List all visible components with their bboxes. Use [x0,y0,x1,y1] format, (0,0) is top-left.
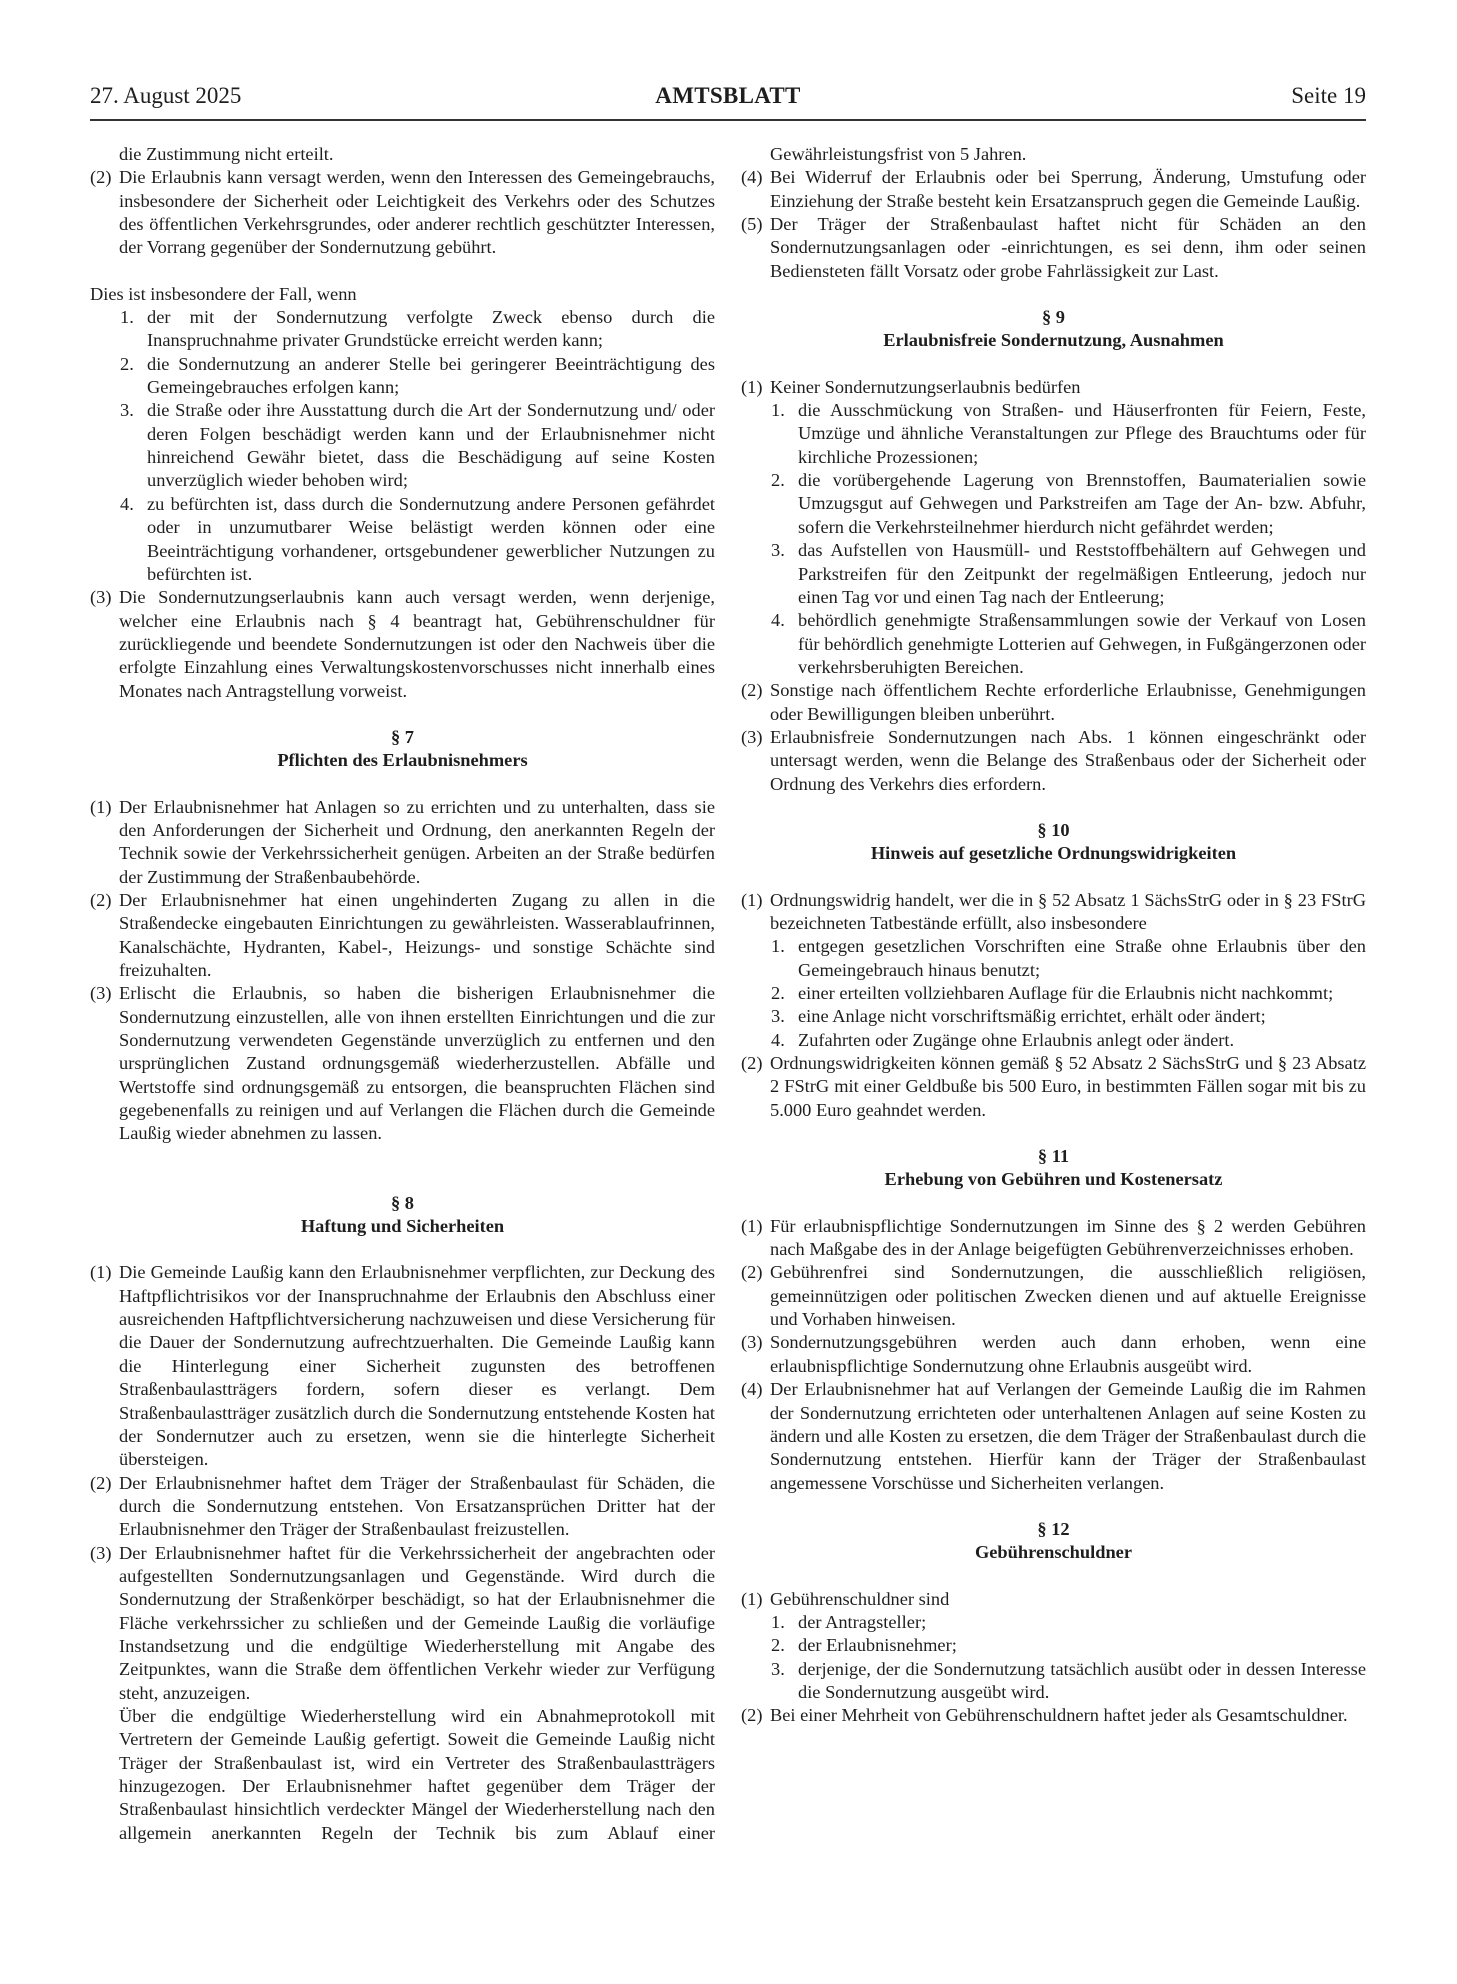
list-item [741,609,1366,679]
page-header [90,83,1366,119]
paragraph-text: Die Erlaubnis kann versagt werden, wenn den Interessen des Gemeingebrauchs, insbesondere der Sicherheit oder Leichtigkeit des Verkehrs oder des Schutzes des öffentlichen Verkehrsgrundes, oder anderer rechtlich geschützter Interessen, der Vorrang gegenüber der Sondernutzung gebührt. [119,167,715,258]
paragraph [741,1378,1366,1495]
paragraph-text: Der Erlaubnisnehmer haftet für die Verkehrssicherheit der angebrachten oder aufgestellten Sondernutzungsanlagen und Gegenstände. Wird durch die Sondernutzung der Straßenkörper beschädigt, so hat der Erlaubnisnehmer die Fläche verkehrssicher zu schließen und der Gemeinde Laußig die vorläufige Instandsetzung und die endgültige Wiederherstellung mit Angabe des Zeitpunktes, wann die Straße dem öffentlichen Verkehr wieder zur Verfügung steht, anzuzeigen. [119,1542,715,1703]
paragraph-number: (4) [741,1379,763,1400]
paragraph-number: (3) [741,726,763,747]
item-text: behördlich genehmigte Straßensammlungen sowie der Verkauf von Losen für behördlich genehmigte Lotterien auf Gehwegen, in Fußgängerzonen oder verkehrsberuhigten Bereichen. [798,610,1366,677]
paragraph-number: (1) [90,1262,112,1283]
item-text: derjenige, der die Sondernutzung tatsächlich ausübt oder in dessen Interesse die Sondernutzung ausgeübt wird. [798,1658,1366,1702]
paragraph [741,376,1366,399]
section-title: Erhebung von Gebühren und Kostenersatz [884,1169,1223,1190]
paragraph-text: Erlaubnisfreie Sondernutzungen nach Abs. 1 können eingeschränkt oder untersagt werden, wenn die Belange des Straßenbaus oder der Sicherheit oder Ordnung des Verkehrs dies erfordern. [770,726,1366,794]
item-number: 4. [771,610,785,631]
section-number: § 11 [1037,1146,1070,1167]
paragraph-text: Für erlaubnispflichtige Sondernutzungen im Sinne des § 2 werden Gebühren nach Maßgabe des in der Anlage beigefügten Gebührenverzeichnisses erhoben. [770,1215,1366,1260]
item-number: 3. [771,540,785,561]
paragraph-text: Bei einer Mehrheit von Gebührenschuldnern haftet jeder als Gesamtschuldner. [770,1705,1348,1726]
paragraph [741,679,1366,726]
section-number: § 10 [1037,819,1070,840]
list-item [741,1658,1366,1705]
paragraph-number: (2) [90,889,112,910]
paragraph [90,1542,715,1705]
list-item [90,399,715,492]
item-number: 3. [771,1658,785,1679]
paragraph-number: (1) [741,376,763,397]
paragraph-number: (3) [90,1542,112,1563]
paragraph-number: (2) [90,167,112,188]
paragraph-number: (3) [741,1332,763,1353]
item-number: 2. [771,470,785,491]
item-text: die Sondernutzung an anderer Stelle bei geringerer Beeinträchtigung des Gemeingebrauches erfolgen kann; [147,353,715,398]
item-number: 1. [771,400,785,421]
paragraph [741,213,1366,283]
paragraph-text: Der Erlaubnisnehmer hat Anlagen so zu errichten und zu unterhalten, dass sie den Anforderungen der Sicherheit und Ordnung, den anerkannten Regeln der Technik sowie der Verkehrssicherheit genügen. Arbeiten an der Straße bedürfen der Zustimmung der Straßenbaubehörde. [119,796,715,887]
item-text: einer erteilten vollziehbaren Auflage für die Erlaubnis nicht nachkommt; [798,983,1334,1003]
item-number: 3. [120,400,134,421]
item-text: die Ausschmückung von Straßen- und Häuserfronten für Feiern, Feste, Umzüge und ähnliche Veranstaltungen zur Pflege des Brauchtums oder für kirchliche Prozessionen; [798,400,1366,467]
item-number: 2. [771,983,785,1003]
paragraph-text: Keiner Sondernutzungserlaubnis bedürfen [770,376,1081,397]
list-item [741,539,1366,609]
paragraph [741,1052,1366,1122]
paragraph [90,586,715,703]
paragraph [90,982,715,1145]
paragraph-number: (2) [741,1053,763,1074]
paragraph [90,796,715,889]
paragraph [741,889,1366,936]
paragraph [90,1472,715,1542]
paragraph [741,166,1366,213]
paragraph [90,1261,715,1471]
paragraph-number: (5) [741,214,763,235]
paragraph [741,1704,1366,1727]
list-item [90,493,715,586]
item-number: 1. [120,307,134,328]
paragraph [90,166,715,259]
paragraph-number: (1) [741,1588,763,1609]
paragraph-number: (2) [90,1472,112,1493]
item-number: 2. [771,1635,785,1656]
list-item [90,353,715,400]
paragraph-text: Die Gemeinde Laußig kann den Erlaubnisnehmer verpflichten, zur Deckung des Haftpflichtrisikos vor der Inanspruchnahme der Erlaubnis den Abschluss einer ausreichenden Haftpflichtversicherung nachzuweisen und diese Versicherung für die Dauer der Sondernutzung aufrechtzuerhalten. Die Gemeinde Laußig kann die Hinterlegung einer Sicherheit zugunsten des betroffenen Straßenbaulastträgers fordern, sofern dieser es verlangt. Dem Straßenbaulastträger zusätzlich durch die Sondernutzung entstehende Kosten hat der Sondernutzer auch zu ersetzen, wenn sie die hinterlegte Sicherheit übersteigen. [119,1262,715,1470]
paragraph-text: Erlischt die Erlaubnis, so haben die bisherigen Erlaubnisnehmer die Sondernutzung einzustellen, alle von ihnen erstellten Einrichtungen und die zur Sondernutzung verwendeten Gegenstände unverzüglich zu entfernen und den ursprünglichen Zustand ordnungsgemäß wiederherzustellen. Abfälle und Wertstoffe sind ordnungsgemäß zu entsorgen, die beanspruchten Flächen sind gegebenenfalls zu reinigen und auf Verlangen die Flächen durch die Gemeinde Laußig wieder abnehmen zu lassen. [119,983,715,1144]
continued-text: Gewährleistungsfrist von 5 Jahren. [770,144,1027,164]
item-text: Zufahrten oder Zugänge ohne Erlaubnis anlegt oder ändert. [798,1029,1235,1050]
section-number: § 8 [391,1192,414,1213]
paragraph-text: Die Sondernutzungserlaubnis kann auch versagt werden, wenn derjenige, welcher eine Erlaubnis nach § 4 beantragt hat, Gebührenschuldner für zurückliegende und beendete Sondernutzungen ist oder den Nachweis über die erfolgte Einzahlung eines Verwaltungskostenvorschusses nicht innerhalb eines Monates nach Antragstellung vorweist. [119,587,715,701]
paragraph-text: Ordnungswidrigkeiten können gemäß § 52 Absatz 2 SächsStrG und § 23 Absatz 2 FStrG mit einer Geldbuße bis 500 Euro, in bestimmten Fällen sogar mit bis zu 5.000 Euro geahndet werden. [770,1053,1366,1120]
paragraph-text: Der Erlaubnisnehmer hat einen ungehinderten Zugang zu allen in die Straßendecke eingebauten Einrichtungen zu gewährleisten. Wasserablaufrinnen, Kanalschächte, Hydranten, Kabel-, Heizungs- und sonstige Schächte sind freizuhalten. [119,889,715,980]
paragraph-number: (1) [90,796,112,817]
paragraph-number: (3) [90,983,112,1004]
paragraph-text: Gebührenfrei sind Sondernutzungen, die ausschließlich religiösen, gemeinnützigen oder politischen Zwecken dienen und auf aktuelle Ereignisse und Vorhaben hinweisen. [770,1262,1366,1330]
paragraph-text: Bei Widerruf der Erlaubnis oder bei Sperrung, Änderung, Umstufung oder Einziehung der Straße besteht kein Ersatzanspruch gegen die Gemeinde Laußig. [770,167,1366,211]
list-item [90,306,715,353]
paragraph [741,1215,1366,1262]
item-text: eine Anlage nicht vorschriftsmäßig errichtet, erhält oder ändert; [798,1006,1266,1027]
item-text: der mit der Sondernutzung verfolgte Zweck ebenso durch die Inanspruchnahme privater Grundstücke erreicht werden kann; [147,307,715,351]
paragraph-text: Der Träger der Straßenbaulast haftet nicht für Schäden an den Sondernutzungsanlagen oder -einrichtungen, es sei denn, ihm oder seinen Bediensteten fällt Vorsatz oder grobe Fahrlässigkeit zur Last. [770,214,1366,281]
item-number: 1. [771,1611,785,1632]
item-text: das Aufstellen von Hausmüll- und Reststoffbehältern auf Gehwegen und Parkstreifen für den Zeitpunkt der regelmäßigen Entleerung, jedoch nur einen Tag vor und einen Tag nach der Entleerung; [798,540,1366,607]
paragraph-text: Sondernutzungsgebühren werden auch dann erhoben, wenn eine erlaubnispflichtige Sondernutzung ohne Erlaubnis ausgeübt wird. [770,1332,1366,1376]
paragraph-number: (2) [741,1705,763,1726]
paragraph [90,889,715,982]
paragraph-number: (1) [741,889,763,910]
page-number: Seite 19 [1291,83,1366,108]
list-item [741,399,1366,469]
list-item [741,469,1366,539]
list-item [741,1005,1366,1028]
item-number: 2. [120,353,134,374]
item-text: entgegen gesetzlichen Vorschriften eine Straße ohne Erlaubnis über den Gemeingebrauch hinaus benutzt; [798,936,1366,980]
issue-date: 27. August 2025 [90,83,242,108]
left-column [90,143,715,1868]
paragraph-number: (4) [741,167,763,188]
item-number: 4. [771,1029,785,1050]
paragraph [741,1261,1366,1331]
item-text: die vorübergehende Lagerung von Brennstoffen, Baumaterialien sowie Umzugsgut auf Gehwegen und Parkstreifen am Tage der An- bzw. Abfuhr, sofern die Verkehrsteilnehmer hierdurch nicht gefährdet werden; [798,470,1366,537]
list-item [741,1611,1366,1634]
list-item [741,1029,1366,1052]
paragraph [741,1331,1366,1378]
paragraph-number: (3) [90,587,112,608]
section-title: Erlaubnisfreie Sondernutzung, Ausnahmen [883,330,1224,351]
list-item [741,1634,1366,1657]
paragraph-text: Ordnungswidrig handelt, wer die in § 52 Absatz 1 SächsStrG oder in § 23 FStrG bezeichneten Tatbestände erfüllt, also insbesondere [770,889,1366,933]
paragraph-number: (1) [741,1215,763,1236]
paragraph-text: Der Erlaubnisnehmer hat auf Verlangen der Gemeinde Laußig die im Rahmen der Sondernutzung errichteten oder unterhaltenen Anlagen auf seine Kosten zu ändern und alle Kosten zu ersetzen, die dem Träger der Straßenbaulast durch die Sondernutzung entstehen. Hierfür kann der Träger der Straßenbaulast angemessene Vorschüsse und Sicherheiten verlangen. [770,1379,1366,1493]
right-column [741,143,1366,1728]
paragraph-number: (2) [741,680,763,701]
header-rule [90,119,1366,121]
item-text: der Antragsteller; [798,1611,927,1632]
paragraph [741,1588,1366,1611]
list-item [741,935,1366,982]
item-text: zu befürchten ist, dass durch die Sondernutzung andere Personen gefährdet oder in unzumutbarer Weise belästigt werden können oder eine Beeinträchtigung vorhandener, ortsgebundener gewerblicher Nutzungen zu befürchten ist. [147,493,715,584]
intro-text: Dies ist insbesondere der Fall, wenn [90,283,357,304]
item-number: 3. [771,1006,785,1027]
section-title: Hinweis auf gesetzliche Ordnungswidrigkeiten [870,843,1237,864]
paragraph-text: Sonstige nach öffentlichem Rechte erforderliche Erlaubnisse, Genehmigungen oder Bewilligungen bleiben unberührt. [770,680,1366,724]
paragraph-text: Der Erlaubnisnehmer haftet dem Träger der Straßenbaulast für Schäden, die durch die Sondernutzung entstehen. Von Ersatzansprüchen Dritter hat der Erlaubnisnehmer den Träger der Straßenbaulast freizustellen. [119,1472,715,1540]
paragraph-continuation: Über die endgültige Wiederherstellung wird ein Abnahmeprotokoll mit Vertretern der Gemeinde Laußig gefertigt. Soweit die Gemeinde Laußig nicht Träger der Straßenbaulast ist, wird ein Vertreter des Straßenbaulastträgers hinzugezogen. Der Erlaubnisnehmer haftet gegenüber dem Träger der Straßenbaulast hinsichtlich verdeckter Mängel der Wiederherstellung nach den allgemein anerkannten Regeln der Technik bis zum Ablauf einer [119,1705,715,1843]
section-number: § 9 [1042,307,1065,328]
paragraph-text: Gebührenschuldner sind [770,1588,950,1609]
section-number: § 12 [1037,1518,1070,1539]
paragraph-number: (2) [741,1262,763,1283]
item-number: 4. [120,493,134,514]
continued-text: die Zustimmung nicht erteilt. [119,144,334,164]
section-title: Haftung und Sicherheiten [300,1216,505,1237]
section-number: § 7 [391,726,414,747]
item-number: 1. [771,936,785,957]
item-text: der Erlaubnisnehmer; [798,1635,957,1656]
list-item [741,982,1366,1005]
paragraph [741,726,1366,796]
section-title: Gebührenschuldner [974,1542,1133,1563]
section-title: Pflichten des Erlaubnisnehmers [277,750,528,771]
publication-title: AMTSBLATT [655,83,801,108]
item-text: die Straße oder ihre Ausstattung durch die Art der Sondernutzung und/ oder deren Folgen beschädigt werden kann und der Erlaubnisnehmer nicht hinreichend Gewähr bietet, dass die Beschädigung auf seine Kosten unverzüglich wieder behoben wird; [147,400,715,491]
